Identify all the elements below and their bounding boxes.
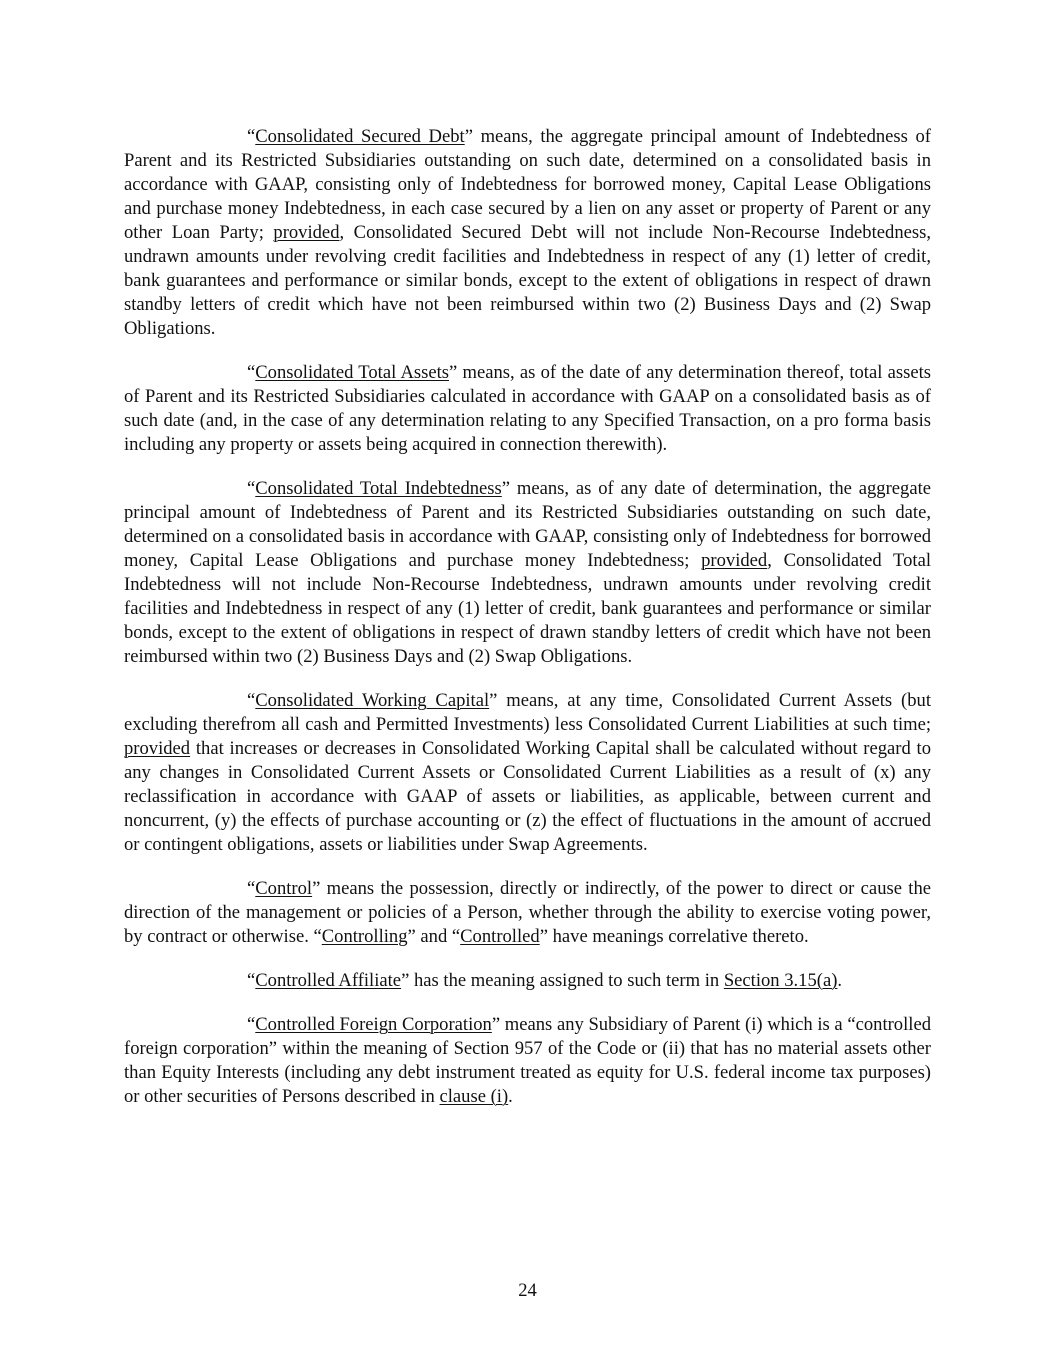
definition-consolidated-total-assets (124, 361, 931, 457)
definition-text: ” means, as of any date of determination, the aggregate principal amount of Indebtedness of Parent and its Restricted Subsidiaries outstanding on such date, determined on a consolidated basis in accordance with GAAP, consisting only of Indebtedness for borrowed money, Capital Lease Obligations and purchase money Indebtedness; (124, 478, 931, 571)
clause-reference: clause (i) (439, 1086, 509, 1107)
defined-term: Consolidated Total Indebtedness (255, 478, 502, 499)
section-reference: Section 3.15(a) (723, 970, 838, 991)
definition-text: ” have meanings correlative thereto. (539, 926, 809, 947)
definition-control (124, 877, 931, 949)
defined-term: Controlled Foreign Corporation (255, 1014, 492, 1035)
definition-text: ” has the meaning assigned to such term in (401, 970, 724, 991)
open-quote: “ (247, 126, 256, 147)
provided-keyword: provided (124, 738, 191, 759)
open-quote: “ (247, 690, 256, 711)
definition-text: . (508, 1086, 513, 1107)
page-number: 24 (518, 1280, 537, 1301)
definition-text: that increases or decreases in Consolidated Working Capital shall be calculated without regard to any changes in Consolidated Current Assets or Consolidated Current Liabilities as a result of (x) any reclassification in accordance with GAAP of assets or liabilities, as applicable, between current and noncurrent, (y) the effects of purchase accounting or (z) the effect of fluctuations in the amount of accrued or contingent obligations, assets or liabilities under Swap Agreements. (124, 738, 931, 855)
document-page (124, 125, 931, 1129)
defined-term: Consolidated Working Capital (255, 690, 490, 711)
defined-term: Control (255, 878, 313, 899)
definition-text: ” means, the aggregate principal amount of Indebtedness of Parent and its Restricted Subsidiaries outstanding on such date, determined on a consolidated basis in accordance with GAAP, consisting only of Indebtedness for borrowed money, Capital Lease Obligations and purchase money Indebtedness, in each case secured by a lien on any asset or property of Parent or any other Loan Party; (124, 126, 931, 243)
definition-text: , Consolidated Total Indebtedness will not include Non-Recourse Indebtedness, undrawn amounts under revolving credit facilities and Indebtedness in respect of any (1) letter of credit, bank guarantees and performance or similar bonds, except to the extent of obligations in respect of drawn standby letters of credit which have not been reimbursed within two (2) Business Days and (2) Swap Obligations. (124, 550, 931, 667)
definition-controlled-foreign-corporation (124, 1013, 931, 1109)
definition-consolidated-secured-debt (124, 125, 931, 341)
definition-text: ” means, at any time, Consolidated Current Assets (but excluding therefrom all cash and Permitted Investments) less Consolidated Current Liabilities at such time; (124, 690, 931, 735)
definition-text: ” and “ (407, 926, 461, 947)
defined-term-controlled: Controlled (460, 926, 540, 947)
definition-controlled-affiliate (124, 969, 931, 993)
defined-term: Controlled Affiliate (255, 970, 402, 991)
definition-text: . (837, 970, 843, 991)
open-quote: “ (247, 878, 256, 899)
definition-text: , Consolidated Secured Debt will not include Non-Recourse Indebtedness, undrawn amounts under revolving credit facilities and Indebtedness in respect of any (1) letter of credit, bank guarantees and performance or similar bonds, except to the extent of obligations in respect of drawn standby letters of credit which have not been reimbursed within two (2) Business Days and (2) Swap Obligations. (124, 222, 931, 339)
defined-term: Consolidated Total Assets (255, 362, 449, 383)
definition-consolidated-total-indebtedness (124, 477, 931, 669)
definition-text: ” means the possession, directly or indirectly, of the power to direct or cause the direction of the management or policies of a Person, whether through the ability to exercise voting power, by contract or otherwise. “ (124, 878, 931, 947)
open-quote: “ (247, 1014, 256, 1035)
definition-consolidated-working-capital (124, 689, 931, 857)
open-quote: “ (247, 362, 256, 383)
provided-keyword: provided (701, 550, 768, 571)
definition-text: ” means any Subsidiary of Parent (i) which is a “controlled foreign corporation” within the meaning of Section 957 of the Code or (ii) that has no material assets other than Equity Interests (including any debt instrument treated as equity for U.S. federal income tax purposes) or other securities of Persons described in (124, 1014, 931, 1107)
open-quote: “ (247, 970, 256, 991)
definition-text: ” means, as of the date of any determination thereof, total assets of Parent and its Restricted Subsidiaries calculated in accordance with GAAP on a consolidated basis as of such date (and, in the case of any determination relating to any Specified Transaction, on a pro forma basis including any property or assets being acquired in connection therewith). (124, 362, 931, 455)
defined-term-controlling: Controlling (321, 926, 408, 947)
open-quote: “ (247, 478, 256, 499)
defined-term: Consolidated Secured Debt (255, 126, 465, 147)
provided-keyword: provided (273, 222, 340, 243)
